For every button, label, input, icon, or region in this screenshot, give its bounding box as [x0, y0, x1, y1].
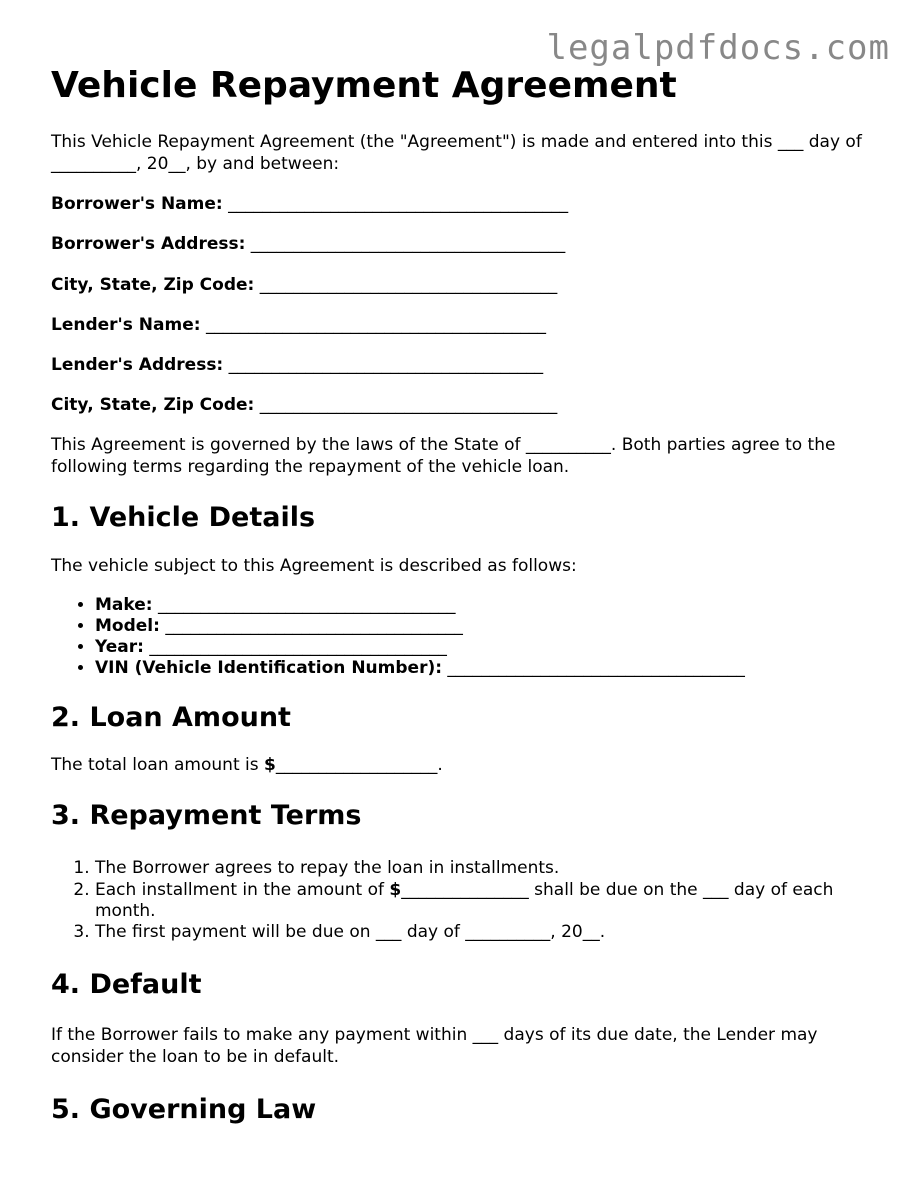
list-item — [95, 858, 871, 879]
item-blank: ___________________________________ — [157, 594, 456, 615]
field-label: Borrower's Address: — [51, 234, 246, 255]
list-item — [95, 595, 871, 616]
intro-paragraph: This Vehicle Repayment Agreement (the "Agreement") is made and entered into this ___ day of __________, 20__, by and between: — [51, 132, 862, 175]
item-blank: ___________________________________ — [447, 658, 745, 679]
item-label: VIN (Vehicle Identification Number): — [95, 658, 443, 679]
field-blank: ___________________________________ — [259, 274, 558, 295]
field-blank: _____________________________________ — [228, 354, 544, 375]
field-blank: ________________________________________ — [228, 194, 569, 215]
borrower-name-field — [51, 193, 871, 215]
loan-amount-prefix: The total loan amount is — [51, 755, 264, 775]
section-heading-loan-amount: 2. Loan Amount — [51, 701, 291, 733]
field-label: City, State, Zip Code: — [51, 274, 255, 295]
lender-name-field — [51, 314, 871, 336]
default-text: If the Borrower fails to make any payment within ___ days of its due date, the Lender may consider the loan to be in default. — [51, 1024, 818, 1067]
section-heading-vehicle-details: 1. Vehicle Details — [51, 502, 316, 534]
term-text-continued: _______________ shall be due on the ___ day of each month. — [95, 879, 834, 921]
document-page — [51, 64, 871, 1126]
item-blank: ___________________________________ — [165, 615, 463, 636]
term-text: The Borrower agrees to repay the loan in installments. — [95, 858, 560, 879]
governing-intro-paragraph: This Agreement is governed by the laws of the State of __________. Both parties agree to the following terms regarding the repayment of the vehicle loan. — [51, 434, 836, 478]
field-blank: ________________________________________ — [205, 314, 546, 335]
list-item — [95, 658, 871, 679]
term-text: Each installment in the amount of — [95, 879, 390, 900]
borrower-city-state-zip-field — [51, 274, 871, 296]
currency-symbol: $ — [264, 755, 276, 775]
field-label: Borrower's Name: — [51, 194, 223, 215]
loan-amount-blank: ___________________. — [275, 755, 443, 775]
list-item — [95, 616, 871, 637]
item-blank: ___________________________________ — [149, 637, 447, 658]
term-text: The first payment will be due on ___ day of __________, 20__. — [95, 922, 606, 943]
party-fields — [51, 193, 871, 416]
vehicle-details-text: The vehicle subject to this Agreement is described as follows: — [51, 555, 577, 576]
watermark: legalpdfdocs.com — [546, 28, 890, 68]
item-label: Make: — [95, 594, 153, 615]
lender-address-field — [51, 354, 871, 376]
repayment-terms-list — [51, 858, 871, 943]
field-label: City, State, Zip Code: — [51, 394, 255, 415]
item-label: Year: — [95, 637, 144, 658]
lender-city-state-zip-field — [51, 394, 871, 416]
list-item — [95, 880, 871, 923]
section-heading-repayment-terms: 3. Repayment Terms — [51, 800, 362, 832]
field-blank: _____________________________________ — [250, 234, 566, 255]
page-title: Vehicle Repayment Agreement — [51, 65, 677, 106]
vehicle-details-list — [51, 595, 871, 680]
section-heading-default: 4. Default — [51, 969, 202, 1001]
item-label: Model: — [95, 615, 160, 636]
field-blank: ___________________________________ — [259, 394, 558, 415]
loan-amount-text — [51, 754, 871, 776]
list-item — [95, 922, 871, 943]
currency-symbol: $ — [389, 879, 402, 900]
list-item — [95, 637, 871, 658]
field-label: Lender's Address: — [51, 354, 224, 375]
borrower-address-field — [51, 233, 871, 255]
section-heading-governing-law: 5. Governing Law — [51, 1094, 317, 1126]
field-label: Lender's Name: — [51, 314, 201, 335]
